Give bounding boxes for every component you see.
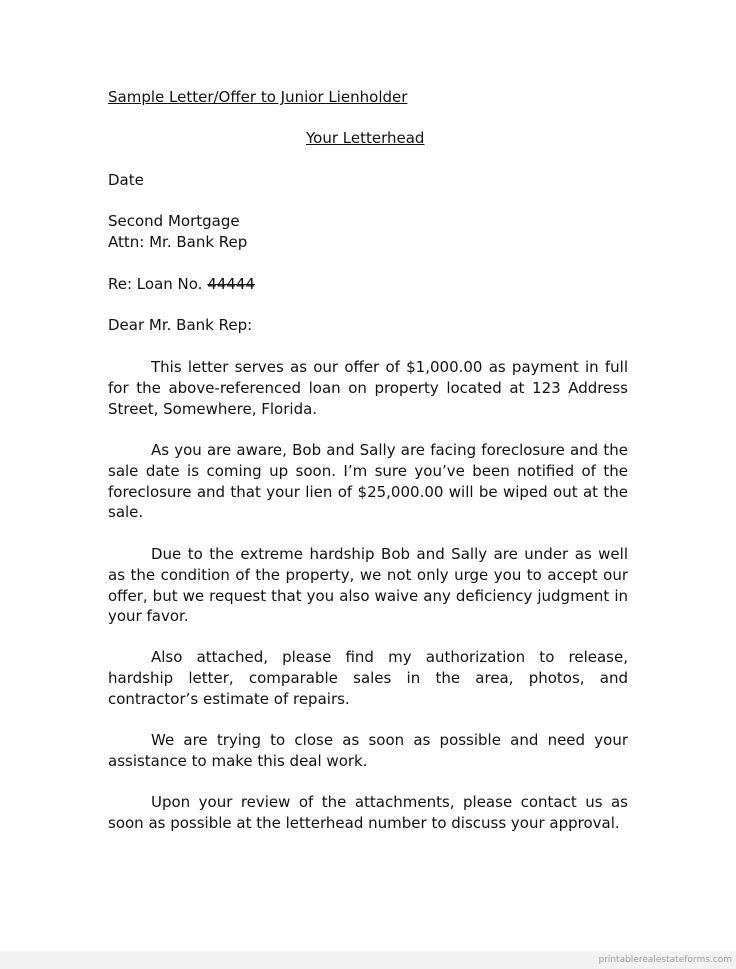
body-paragraph-1: This letter serves as our offer of $1,000.00 as payment in full for the above-referenced loan on property located at 123 Address Street, Somewhere, Florida.: [108, 358, 628, 418]
reference-line: [108, 274, 255, 295]
body-paragraph-5: We are trying to close as soon as possible and need your assistance to make this deal work.: [108, 731, 628, 770]
loan-number: 44444: [207, 275, 255, 293]
document-heading: Sample Letter/Offer to Junior Lienholder: [108, 88, 408, 106]
body-paragraph-4: Also attached, please find my authorization to release, hardship letter, comparable sales in the area, photos, and contractor’s estimate of repairs.: [108, 648, 628, 708]
body-paragraph-2: As you are aware, Bob and Sally are facing foreclosure and the sale date is coming up soon. I’m sure you’ve been notified of the foreclosure and that your lien of $25,000.00 will be wiped out at the sale.: [108, 441, 628, 522]
body-paragraph-6: Upon your review of the attachments, please contact us as soon as possible at the letterhead number to discuss your approval.: [108, 793, 628, 832]
reference-prefix: Re: Loan No.: [108, 275, 208, 293]
body-paragraph-3: Due to the extreme hardship Bob and Sally are under as well as the condition of the property, we not only urge you to accept our offer, but we request that you also waive any deficiency judgment in your favor.: [108, 545, 628, 626]
source-watermark: printablerealestateforms.com: [598, 955, 732, 965]
date-line: Date: [108, 171, 144, 189]
recipient-line-1: Second Mortgage: [108, 212, 240, 230]
letterhead-placeholder: Your Letterhead: [306, 129, 425, 147]
recipient-line-2: Attn: Mr. Bank Rep: [108, 233, 248, 251]
salutation: Dear Mr. Bank Rep:: [108, 316, 253, 334]
